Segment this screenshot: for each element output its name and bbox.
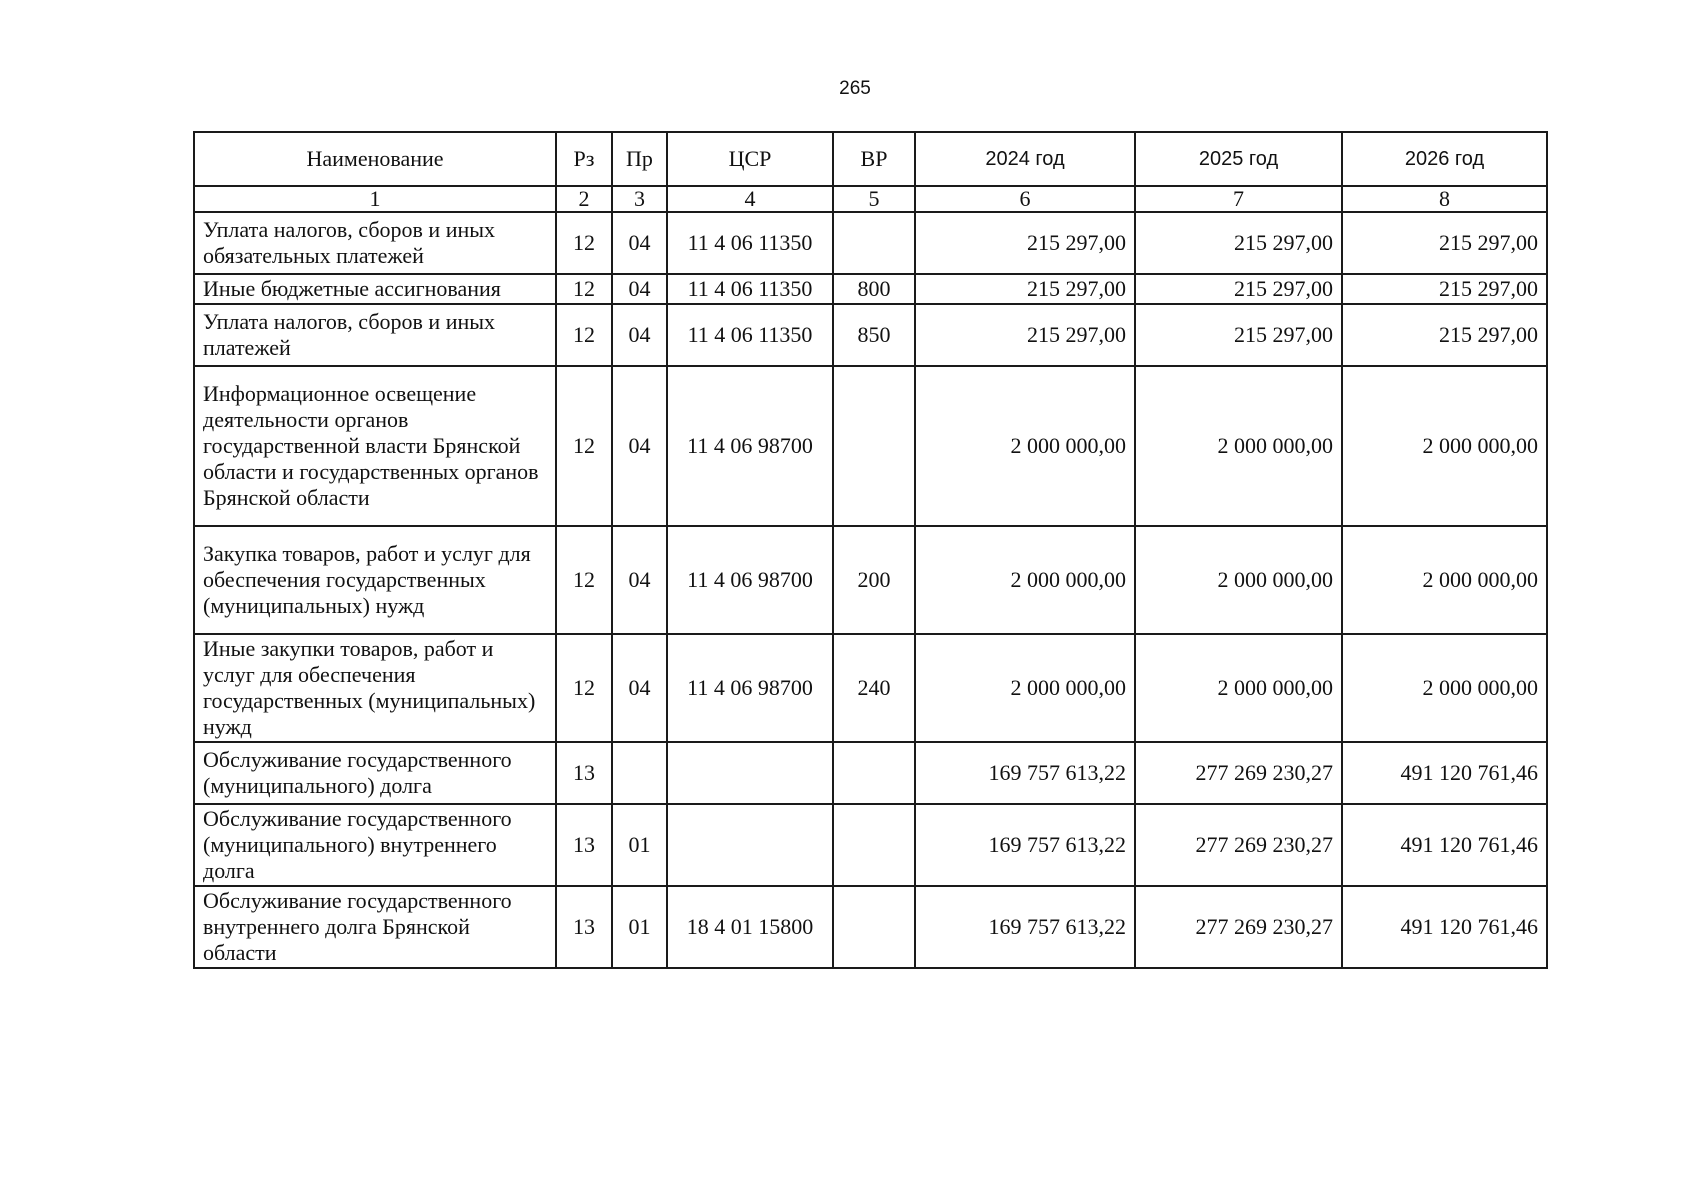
row-pr: 04 <box>612 366 667 526</box>
table-row <box>194 212 1547 274</box>
row-2024: 2 000 000,00 <box>915 634 1135 742</box>
row-pr: 01 <box>612 886 667 968</box>
row-vr <box>833 366 915 526</box>
row-name: Обслуживание государственного (муниципального) внутреннего долга <box>194 804 556 886</box>
row-2025: 215 297,00 <box>1135 304 1342 366</box>
row-2025: 215 297,00 <box>1135 274 1342 304</box>
row-pr: 01 <box>612 804 667 886</box>
row-rz: 13 <box>556 886 612 968</box>
row-2026: 215 297,00 <box>1342 274 1547 304</box>
table-row <box>194 526 1547 634</box>
row-vr: 800 <box>833 274 915 304</box>
row-2025: 277 269 230,27 <box>1135 804 1342 886</box>
row-name: Закупка товаров, работ и услуг для обеспечения государственных (муниципальных) нужд <box>194 526 556 634</box>
column-number: 7 <box>1135 186 1342 212</box>
row-rz: 12 <box>556 526 612 634</box>
row-rz: 12 <box>556 366 612 526</box>
row-name: Уплата налогов, сборов и иных обязательных платежей <box>194 212 556 274</box>
row-2026: 215 297,00 <box>1342 212 1547 274</box>
row-csr: 11 4 06 98700 <box>667 366 833 526</box>
row-2024: 2 000 000,00 <box>915 526 1135 634</box>
row-vr <box>833 212 915 274</box>
row-csr <box>667 742 833 804</box>
table-row <box>194 366 1547 526</box>
row-csr <box>667 804 833 886</box>
row-rz: 13 <box>556 742 612 804</box>
row-2025: 277 269 230,27 <box>1135 886 1342 968</box>
row-vr <box>833 742 915 804</box>
header-csr: ЦСР <box>667 132 833 186</box>
row-pr: 04 <box>612 212 667 274</box>
row-2024: 215 297,00 <box>915 274 1135 304</box>
row-vr: 200 <box>833 526 915 634</box>
row-2025: 2 000 000,00 <box>1135 366 1342 526</box>
column-number: 4 <box>667 186 833 212</box>
column-number: 5 <box>833 186 915 212</box>
header-2026: 2026 год <box>1342 132 1547 186</box>
row-2024: 215 297,00 <box>915 304 1135 366</box>
row-name: Обслуживание государственного (муниципального) долга <box>194 742 556 804</box>
row-2026: 491 120 761,46 <box>1342 742 1547 804</box>
row-2025: 2 000 000,00 <box>1135 634 1342 742</box>
row-2024: 169 757 613,22 <box>915 742 1135 804</box>
row-csr: 11 4 06 11350 <box>667 274 833 304</box>
row-vr: 240 <box>833 634 915 742</box>
table-row <box>194 886 1547 968</box>
row-2025: 215 297,00 <box>1135 212 1342 274</box>
row-csr: 11 4 06 11350 <box>667 212 833 274</box>
header-vr: ВР <box>833 132 915 186</box>
row-vr <box>833 886 915 968</box>
row-csr: 11 4 06 98700 <box>667 634 833 742</box>
table-row <box>194 742 1547 804</box>
row-rz: 12 <box>556 634 612 742</box>
row-name: Иные закупки товаров, работ и услуг для обеспечения государственных (муниципальных) нужд <box>194 634 556 742</box>
column-number: 6 <box>915 186 1135 212</box>
row-vr <box>833 804 915 886</box>
budget-table <box>193 131 1548 969</box>
header-row <box>194 132 1547 186</box>
column-number: 1 <box>194 186 556 212</box>
header-rz: Рз <box>556 132 612 186</box>
row-2026: 215 297,00 <box>1342 304 1547 366</box>
table-row <box>194 274 1547 304</box>
column-number: 3 <box>612 186 667 212</box>
row-2024: 169 757 613,22 <box>915 886 1135 968</box>
column-number: 2 <box>556 186 612 212</box>
page-number: 265 <box>839 78 871 99</box>
table-row <box>194 634 1547 742</box>
row-rz: 12 <box>556 304 612 366</box>
row-2024: 2 000 000,00 <box>915 366 1135 526</box>
row-2025: 2 000 000,00 <box>1135 526 1342 634</box>
table-row <box>194 304 1547 366</box>
row-2026: 491 120 761,46 <box>1342 886 1547 968</box>
row-rz: 12 <box>556 212 612 274</box>
row-2024: 169 757 613,22 <box>915 804 1135 886</box>
header-pr: Пр <box>612 132 667 186</box>
row-rz: 12 <box>556 274 612 304</box>
row-2026: 2 000 000,00 <box>1342 526 1547 634</box>
row-pr <box>612 742 667 804</box>
row-2026: 2 000 000,00 <box>1342 634 1547 742</box>
row-pr: 04 <box>612 274 667 304</box>
row-pr: 04 <box>612 634 667 742</box>
column-number-row <box>194 186 1547 212</box>
row-2026: 2 000 000,00 <box>1342 366 1547 526</box>
row-csr: 11 4 06 98700 <box>667 526 833 634</box>
row-2026: 491 120 761,46 <box>1342 804 1547 886</box>
row-pr: 04 <box>612 304 667 366</box>
row-pr: 04 <box>612 526 667 634</box>
row-2025: 277 269 230,27 <box>1135 742 1342 804</box>
row-rz: 13 <box>556 804 612 886</box>
table-row <box>194 804 1547 886</box>
row-name: Информационное освещение деятельности органов государственной власти Брянской области и государственных органов Брянской области <box>194 366 556 526</box>
header-2024: 2024 год <box>915 132 1135 186</box>
row-name: Иные бюджетные ассигнования <box>194 274 556 304</box>
row-csr: 18 4 01 15800 <box>667 886 833 968</box>
column-number: 8 <box>1342 186 1547 212</box>
row-csr: 11 4 06 11350 <box>667 304 833 366</box>
header-name: Наименование <box>194 132 556 186</box>
row-vr: 850 <box>833 304 915 366</box>
row-name: Обслуживание государственного внутреннего долга Брянской области <box>194 886 556 968</box>
row-2024: 215 297,00 <box>915 212 1135 274</box>
header-2025: 2025 год <box>1135 132 1342 186</box>
row-name: Уплата налогов, сборов и иных платежей <box>194 304 556 366</box>
